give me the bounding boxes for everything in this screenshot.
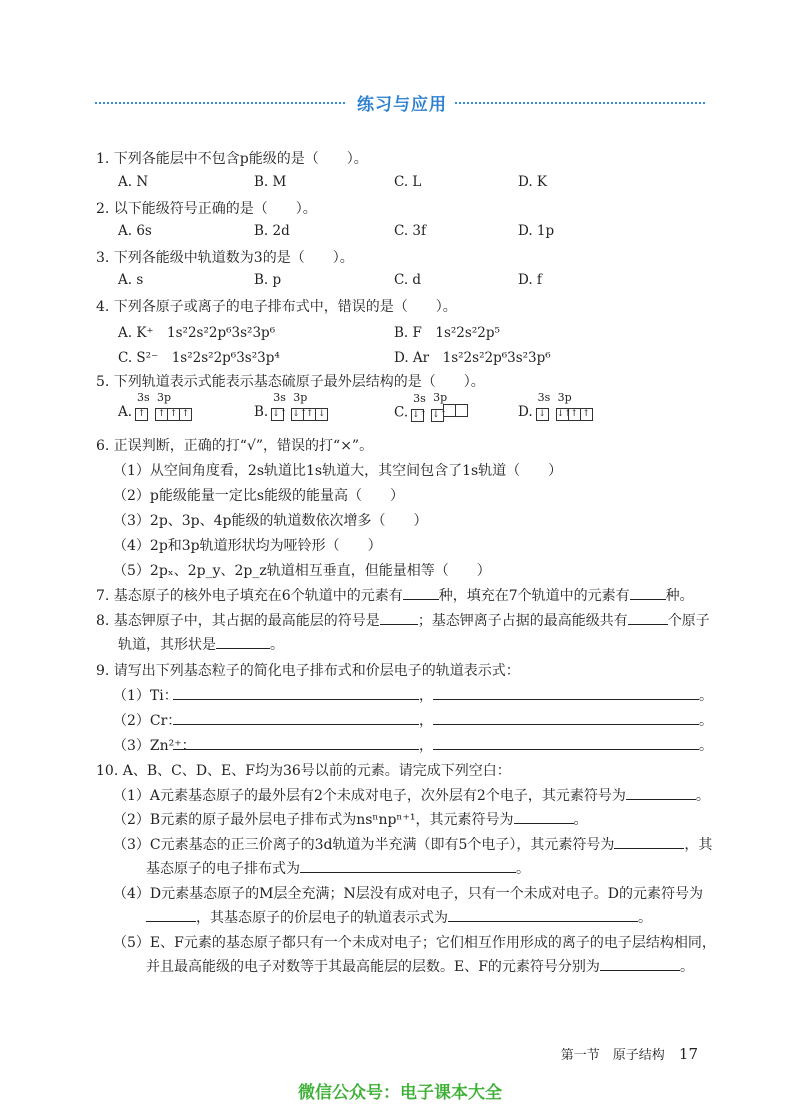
option: C. d: [394, 272, 422, 288]
question-10-stem: 10. A、B、C、D、E、F均为36号以前的元素。请完成下列空白：: [96, 763, 511, 779]
option: A. s: [118, 272, 144, 288]
option: D. K: [518, 174, 548, 190]
orbital-group: [155, 391, 191, 421]
page-footer: [561, 1044, 698, 1063]
q10-text: ，其基态原子的价层电子的轨道表示式为: [196, 910, 448, 926]
q5-option: [118, 391, 191, 421]
option: C. S²⁻ 1s²2s²2p⁶3s²3p⁴: [118, 350, 280, 366]
answer-blank[interactable]: [628, 610, 668, 625]
orbital-group: [135, 391, 150, 421]
footer-section: 第一节 原子结构: [560, 1048, 665, 1063]
q10-text: 基态原子的电子排布式为: [146, 861, 300, 877]
orbital-box: ↑: [580, 408, 593, 421]
q8-text-c: 个原子: [667, 613, 710, 629]
header-rule-right: [455, 102, 705, 104]
q10-text: 并且最高能级的电子对数等于其最高能层的层数。E、F的元素符号分别为: [146, 959, 600, 975]
judgment-item: （2）p能级能量一定比s能级的能量高（ ）: [113, 488, 405, 504]
orbital-group: [536, 391, 551, 421]
q10-text: （3）C元素基态的正三价离子的3d轨道为半充满（即有5个电子），其元素符号为: [113, 837, 615, 853]
option: B. p: [254, 272, 282, 288]
orbital-label: 3s: [137, 391, 150, 404]
answer-blank[interactable]: [146, 907, 196, 922]
q10-text: 。: [516, 861, 530, 877]
answer-blank[interactable]: [626, 785, 696, 800]
q7-text-a: 7. 基态原子的核外电子填充在6个轨道中的元素有: [96, 588, 403, 604]
q9-item-label: （3）Zn²⁺：: [113, 738, 196, 754]
question-5-stem: 5. 下列轨道表示式能表示基态硫原子最外层结构的是（ ）。: [96, 374, 485, 390]
orbital-box: ↑: [155, 408, 168, 421]
q10-text: ，其: [684, 837, 713, 853]
judgment-item: （3）2p、3p、4p能级的轨道数依次增多（ ）: [113, 513, 428, 529]
option: C. L: [394, 174, 422, 190]
answer-blank[interactable]: [300, 858, 516, 873]
q5-option: [254, 391, 327, 421]
orbital-box: ↓↑: [292, 409, 308, 419]
q9-item-label: （2）Cr：: [113, 713, 182, 729]
orbital-label: 3p: [157, 391, 172, 404]
question-8-line-1: [96, 610, 710, 630]
judgment-item: （1）从空间角度看，2s轨道比1s轨道大，其空间包含了1s轨道（ ）: [113, 463, 563, 479]
separator: ，: [419, 713, 433, 729]
option: A. K⁺ 1s²2s²2p⁶3s²3p⁶: [118, 325, 276, 341]
q10-item-3: [113, 834, 712, 854]
question-9-stem: 9. 请写出下列基态粒子的简化电子排布式和价层电子的轨道表示式：: [96, 663, 520, 679]
q9-item: [113, 735, 713, 755]
q8-text-e: 。: [270, 637, 284, 653]
separator: ，: [419, 688, 433, 704]
answer-blank[interactable]: [600, 956, 680, 971]
question-6-stem: 6. 正误判断，正确的打“√”，错误的打“×”。: [96, 438, 374, 454]
orbital-box: [455, 404, 468, 417]
q10-text: 。: [573, 812, 588, 828]
judgment-item: （5）2pₓ、2p_y、2p_z轨道相互垂直，但能量相等（ ）: [113, 563, 491, 579]
question-7: [96, 585, 694, 605]
separator: ，: [419, 738, 433, 754]
orbital-group: [271, 391, 288, 421]
orbital-group: [411, 391, 428, 422]
orbital-box: ↓↑: [272, 409, 288, 419]
option-letter: D.: [518, 404, 533, 420]
answer-blank[interactable]: [433, 735, 699, 750]
q8-text-b: ；基态钾离子占据的最高能级共有: [417, 613, 628, 629]
orbital-box: ↑: [303, 408, 316, 421]
period: 。: [699, 738, 713, 754]
q10-text: （2）B元素的原子最外层电子排布式为nsⁿnpⁿ⁺¹，其元素符号为: [113, 812, 514, 828]
orbital-box: ↓↑: [556, 409, 572, 419]
q10-item-4-cont: [146, 907, 652, 927]
q10-item-3-cont: [146, 858, 530, 878]
option: B. M: [254, 174, 287, 190]
q10-item-1: [113, 785, 710, 805]
orbital-box: ↓↑: [412, 409, 428, 420]
answer-blank[interactable]: [380, 610, 418, 625]
orbital-box: ↑: [135, 408, 148, 421]
answer-blank[interactable]: [614, 834, 684, 849]
orbital-label: 3p: [293, 391, 308, 404]
orbital-label: 3p: [557, 391, 572, 404]
section-title: 练习与应用: [357, 95, 447, 115]
option-letter: B.: [254, 404, 269, 420]
period: 。: [699, 688, 713, 704]
orbital-label: 3s: [413, 391, 426, 405]
option: C. 3f: [394, 223, 427, 239]
orbital-box: ↓↑: [432, 410, 448, 420]
orbital-box: ↓: [315, 408, 328, 421]
option: D. 1p: [518, 223, 555, 239]
answer-blank[interactable]: [433, 710, 699, 725]
answer-blank[interactable]: [173, 710, 419, 725]
q9-item: [113, 685, 713, 705]
q8-text-d: 轨道，其形状是: [118, 637, 216, 653]
question-2-stem: 2. 以下能级符号正确的是（ ）。: [96, 201, 317, 217]
question-1-stem: 1. 下列各能层中不包含p能级的是（ ）。: [96, 151, 368, 167]
question-3-stem: 3. 下列各能级中轨道数为3的是（ ）。: [96, 250, 354, 266]
q7-text-b: 种，填充在7个轨道中的元素有: [438, 588, 630, 604]
answer-blank[interactable]: [173, 735, 419, 750]
answer-blank[interactable]: [514, 809, 574, 824]
q10-item-5-cont: [146, 956, 694, 976]
q10-item-2: [113, 809, 588, 829]
option: B. F 1s²2s²2p⁵: [394, 325, 500, 341]
orbital-box: ↑: [568, 408, 581, 421]
orbital-label: 3p: [433, 391, 448, 404]
answer-blank[interactable]: [173, 685, 419, 700]
q8-text-a: 8. 基态钾原子中，其占据的最高能层的符号是: [96, 613, 380, 629]
answer-blank[interactable]: [630, 585, 666, 600]
option: D. f: [518, 272, 542, 288]
orbital-box: ↓: [536, 408, 549, 421]
q10-item-5: （5）E、F元素的基态原子都只有一个未成对电子；它们相互作用形成的离子的电子层结构相同，: [113, 935, 716, 951]
orbital-group: [291, 391, 327, 421]
question-8-line-2: [118, 634, 284, 654]
q10-text: （1）A元素基态原子的最外层有2个未成对电子，次外层有2个电子，其元素符号为: [113, 788, 626, 804]
question-4-stem: 4. 下列各原子或离子的电子排布式中，错误的是（ ）。: [96, 299, 457, 315]
answer-blank[interactable]: [216, 634, 270, 649]
q7-text-c: 种。: [665, 588, 694, 604]
option-letter: A.: [118, 404, 133, 420]
orbital-label: 3s: [537, 391, 551, 404]
orbital-label: 3s: [273, 391, 286, 404]
option: B. 2d: [254, 223, 290, 239]
orbital-box: ↑: [167, 408, 180, 421]
page-number: 17: [678, 1045, 698, 1063]
orbital-group: [556, 391, 592, 421]
period: 。: [699, 713, 713, 729]
orbital-box: ↑: [179, 408, 192, 421]
option: D. Ar 1s²2s²2p⁶3s²3p⁶: [394, 350, 551, 366]
option-letter: C.: [394, 404, 409, 421]
q10-text: 。: [695, 788, 710, 804]
wechat-watermark: 微信公众号：电子课本大全: [298, 1083, 502, 1103]
q5-option: [394, 391, 467, 422]
judgment-item: （4）2p和3p轨道形状均为哑铃形（ ）: [113, 538, 382, 554]
answer-blank[interactable]: [448, 907, 638, 922]
q5-option: [518, 391, 592, 421]
q10-text: 。: [679, 959, 694, 975]
q10-text: 。: [638, 910, 652, 926]
answer-blank[interactable]: [403, 585, 439, 600]
answer-blank[interactable]: [433, 685, 699, 700]
option: A. 6s: [118, 223, 152, 239]
q9-item-label: （1）Ti：: [113, 688, 178, 704]
option: A. N: [118, 174, 149, 190]
q9-item: [113, 710, 713, 730]
header-rule-left: [95, 102, 345, 104]
q10-item-4: （4）D元素基态原子的M层全充满；N层没有成对电子，只有一个未成对电子。D的元素符号为: [113, 886, 703, 902]
orbital-group: [431, 391, 467, 422]
